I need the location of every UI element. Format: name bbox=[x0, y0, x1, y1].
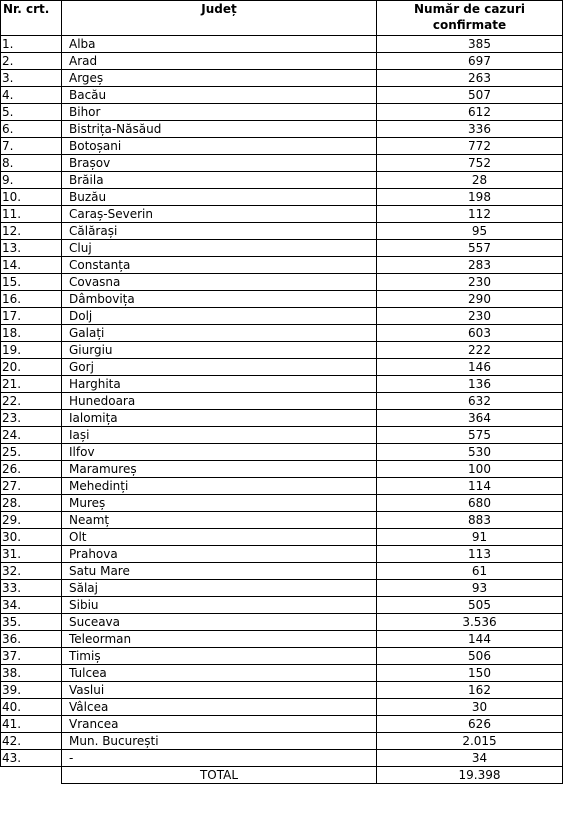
row-cazuri: 100 bbox=[377, 461, 563, 478]
row-judet: Călărași bbox=[62, 223, 377, 240]
table-row bbox=[1, 274, 563, 291]
row-judet: Sălaj bbox=[62, 580, 377, 597]
table-row bbox=[1, 750, 563, 767]
row-cazuri: 506 bbox=[377, 648, 563, 665]
row-nr: 30. bbox=[1, 529, 62, 546]
row-cazuri: 290 bbox=[377, 291, 563, 308]
table-row bbox=[1, 291, 563, 308]
row-cazuri: 883 bbox=[377, 512, 563, 529]
table-row bbox=[1, 444, 563, 461]
total-row bbox=[1, 767, 563, 784]
table-row bbox=[1, 359, 563, 376]
table-row bbox=[1, 461, 563, 478]
header-row bbox=[1, 1, 563, 36]
row-nr: 19. bbox=[1, 342, 62, 359]
row-judet: Iași bbox=[62, 427, 377, 444]
row-cazuri: 114 bbox=[377, 478, 563, 495]
row-nr: 5. bbox=[1, 104, 62, 121]
row-judet: Vâlcea bbox=[62, 699, 377, 716]
row-nr: 22. bbox=[1, 393, 62, 410]
row-nr: 6. bbox=[1, 121, 62, 138]
row-nr: 38. bbox=[1, 665, 62, 682]
row-judet: Bacău bbox=[62, 87, 377, 104]
row-cazuri: 28 bbox=[377, 172, 563, 189]
row-cazuri: 136 bbox=[377, 376, 563, 393]
row-cazuri: 112 bbox=[377, 206, 563, 223]
row-cazuri: 603 bbox=[377, 325, 563, 342]
row-nr: 40. bbox=[1, 699, 62, 716]
row-cazuri: 198 bbox=[377, 189, 563, 206]
row-cazuri: 162 bbox=[377, 682, 563, 699]
row-judet: Dâmbovița bbox=[62, 291, 377, 308]
row-judet: Suceava bbox=[62, 614, 377, 631]
row-judet: Covasna bbox=[62, 274, 377, 291]
row-cazuri: 575 bbox=[377, 427, 563, 444]
row-cazuri: 505 bbox=[377, 597, 563, 614]
row-judet: Vaslui bbox=[62, 682, 377, 699]
row-judet: Hunedoara bbox=[62, 393, 377, 410]
row-judet: - bbox=[62, 750, 377, 767]
row-judet: Harghita bbox=[62, 376, 377, 393]
table-row bbox=[1, 631, 563, 648]
table-row bbox=[1, 597, 563, 614]
row-cazuri: 530 bbox=[377, 444, 563, 461]
row-cazuri: 144 bbox=[377, 631, 563, 648]
row-nr: 33. bbox=[1, 580, 62, 597]
row-cazuri: 336 bbox=[377, 121, 563, 138]
table-row bbox=[1, 223, 563, 240]
row-nr: 27. bbox=[1, 478, 62, 495]
row-cazuri: 626 bbox=[377, 716, 563, 733]
table-row bbox=[1, 206, 563, 223]
row-nr: 21. bbox=[1, 376, 62, 393]
row-judet: Gorj bbox=[62, 359, 377, 376]
row-cazuri: 364 bbox=[377, 410, 563, 427]
table-row bbox=[1, 53, 563, 70]
header-nr: Nr. crt. bbox=[1, 1, 62, 36]
row-judet: Giurgiu bbox=[62, 342, 377, 359]
row-judet: Arad bbox=[62, 53, 377, 70]
table-row bbox=[1, 563, 563, 580]
row-judet: Neamț bbox=[62, 512, 377, 529]
table-row bbox=[1, 36, 563, 53]
table-row bbox=[1, 495, 563, 512]
header-cazuri-line2: confirmate bbox=[432, 18, 507, 32]
table-row bbox=[1, 665, 563, 682]
row-cazuri: 146 bbox=[377, 359, 563, 376]
row-judet: Brăila bbox=[62, 172, 377, 189]
table-row bbox=[1, 240, 563, 257]
row-nr: 31. bbox=[1, 546, 62, 563]
table-row bbox=[1, 529, 563, 546]
row-judet: Olt bbox=[62, 529, 377, 546]
row-cazuri: 752 bbox=[377, 155, 563, 172]
row-judet: Ialomița bbox=[62, 410, 377, 427]
table-row bbox=[1, 733, 563, 750]
row-cazuri: 772 bbox=[377, 138, 563, 155]
row-nr: 10. bbox=[1, 189, 62, 206]
table-row bbox=[1, 580, 563, 597]
row-nr: 16. bbox=[1, 291, 62, 308]
row-cazuri: 61 bbox=[377, 563, 563, 580]
row-nr: 17. bbox=[1, 308, 62, 325]
table-row bbox=[1, 172, 563, 189]
row-nr: 20. bbox=[1, 359, 62, 376]
row-cazuri: 34 bbox=[377, 750, 563, 767]
row-cazuri: 283 bbox=[377, 257, 563, 274]
row-nr: 23. bbox=[1, 410, 62, 427]
row-nr: 4. bbox=[1, 87, 62, 104]
row-cazuri: 507 bbox=[377, 87, 563, 104]
row-cazuri: 222 bbox=[377, 342, 563, 359]
row-judet: Mureș bbox=[62, 495, 377, 512]
row-cazuri: 263 bbox=[377, 70, 563, 87]
table-row bbox=[1, 546, 563, 563]
table-row bbox=[1, 376, 563, 393]
table-row bbox=[1, 410, 563, 427]
row-cazuri: 30 bbox=[377, 699, 563, 716]
row-judet: Dolj bbox=[62, 308, 377, 325]
row-judet: Galați bbox=[62, 325, 377, 342]
table-row bbox=[1, 87, 563, 104]
row-nr: 1. bbox=[1, 36, 62, 53]
row-nr: 28. bbox=[1, 495, 62, 512]
row-nr: 14. bbox=[1, 257, 62, 274]
row-judet: Ilfov bbox=[62, 444, 377, 461]
row-cazuri: 557 bbox=[377, 240, 563, 257]
row-judet: Argeș bbox=[62, 70, 377, 87]
row-nr: 26. bbox=[1, 461, 62, 478]
row-cazuri: 632 bbox=[377, 393, 563, 410]
table-row bbox=[1, 70, 563, 87]
table-row bbox=[1, 325, 563, 342]
row-nr: 18. bbox=[1, 325, 62, 342]
row-nr: 7. bbox=[1, 138, 62, 155]
row-nr: 41. bbox=[1, 716, 62, 733]
row-judet: Sibiu bbox=[62, 597, 377, 614]
row-judet: Satu Mare bbox=[62, 563, 377, 580]
row-cazuri: 3.536 bbox=[377, 614, 563, 631]
row-judet: Teleorman bbox=[62, 631, 377, 648]
row-nr: 35. bbox=[1, 614, 62, 631]
row-nr: 9. bbox=[1, 172, 62, 189]
header-judet: Județ bbox=[62, 1, 377, 36]
row-nr: 24. bbox=[1, 427, 62, 444]
row-judet: Buzău bbox=[62, 189, 377, 206]
row-nr: 11. bbox=[1, 206, 62, 223]
table-row bbox=[1, 121, 563, 138]
row-nr: 43. bbox=[1, 750, 62, 767]
row-nr: 8. bbox=[1, 155, 62, 172]
total-value: 19.398 bbox=[377, 767, 563, 784]
row-cazuri: 680 bbox=[377, 495, 563, 512]
row-judet: Brașov bbox=[62, 155, 377, 172]
row-nr: 32. bbox=[1, 563, 62, 580]
row-nr: 39. bbox=[1, 682, 62, 699]
row-cazuri: 230 bbox=[377, 274, 563, 291]
table-row bbox=[1, 104, 563, 121]
table-body bbox=[1, 36, 563, 767]
total-empty-cell bbox=[1, 767, 62, 784]
table-row bbox=[1, 427, 563, 444]
row-cazuri: 150 bbox=[377, 665, 563, 682]
row-judet: Timiș bbox=[62, 648, 377, 665]
table-row bbox=[1, 257, 563, 274]
table-row bbox=[1, 699, 563, 716]
row-nr: 36. bbox=[1, 631, 62, 648]
row-nr: 29. bbox=[1, 512, 62, 529]
row-nr: 34. bbox=[1, 597, 62, 614]
row-cazuri: 2.015 bbox=[377, 733, 563, 750]
header-cazuri-line1: Număr de cazuri bbox=[414, 2, 525, 16]
row-nr: 42. bbox=[1, 733, 62, 750]
row-judet: Botoșani bbox=[62, 138, 377, 155]
table-row bbox=[1, 342, 563, 359]
row-judet: Prahova bbox=[62, 546, 377, 563]
row-judet: Maramureș bbox=[62, 461, 377, 478]
row-cazuri: 93 bbox=[377, 580, 563, 597]
row-judet: Alba bbox=[62, 36, 377, 53]
row-judet: Constanța bbox=[62, 257, 377, 274]
table-row bbox=[1, 614, 563, 631]
row-judet: Tulcea bbox=[62, 665, 377, 682]
row-judet: Mehedinți bbox=[62, 478, 377, 495]
row-nr: 37. bbox=[1, 648, 62, 665]
row-cazuri: 230 bbox=[377, 308, 563, 325]
row-nr: 15. bbox=[1, 274, 62, 291]
table-row bbox=[1, 393, 563, 410]
row-nr: 25. bbox=[1, 444, 62, 461]
row-nr: 13. bbox=[1, 240, 62, 257]
row-nr: 12. bbox=[1, 223, 62, 240]
row-judet: Bihor bbox=[62, 104, 377, 121]
table-row bbox=[1, 308, 563, 325]
table-row bbox=[1, 512, 563, 529]
table-row bbox=[1, 716, 563, 733]
row-cazuri: 95 bbox=[377, 223, 563, 240]
row-judet: Vrancea bbox=[62, 716, 377, 733]
row-cazuri: 612 bbox=[377, 104, 563, 121]
total-label: TOTAL bbox=[62, 767, 377, 784]
row-judet: Caraș-Severin bbox=[62, 206, 377, 223]
header-cazuri bbox=[377, 1, 563, 36]
row-nr: 2. bbox=[1, 53, 62, 70]
row-judet: Bistrița-Năsăud bbox=[62, 121, 377, 138]
row-cazuri: 91 bbox=[377, 529, 563, 546]
row-cazuri: 697 bbox=[377, 53, 563, 70]
row-nr: 3. bbox=[1, 70, 62, 87]
row-cazuri: 113 bbox=[377, 546, 563, 563]
table-row bbox=[1, 478, 563, 495]
table-row bbox=[1, 648, 563, 665]
row-judet: Mun. București bbox=[62, 733, 377, 750]
table-row bbox=[1, 138, 563, 155]
row-cazuri: 385 bbox=[377, 36, 563, 53]
table-row bbox=[1, 155, 563, 172]
row-judet: Cluj bbox=[62, 240, 377, 257]
table-row bbox=[1, 682, 563, 699]
table-row bbox=[1, 189, 563, 206]
